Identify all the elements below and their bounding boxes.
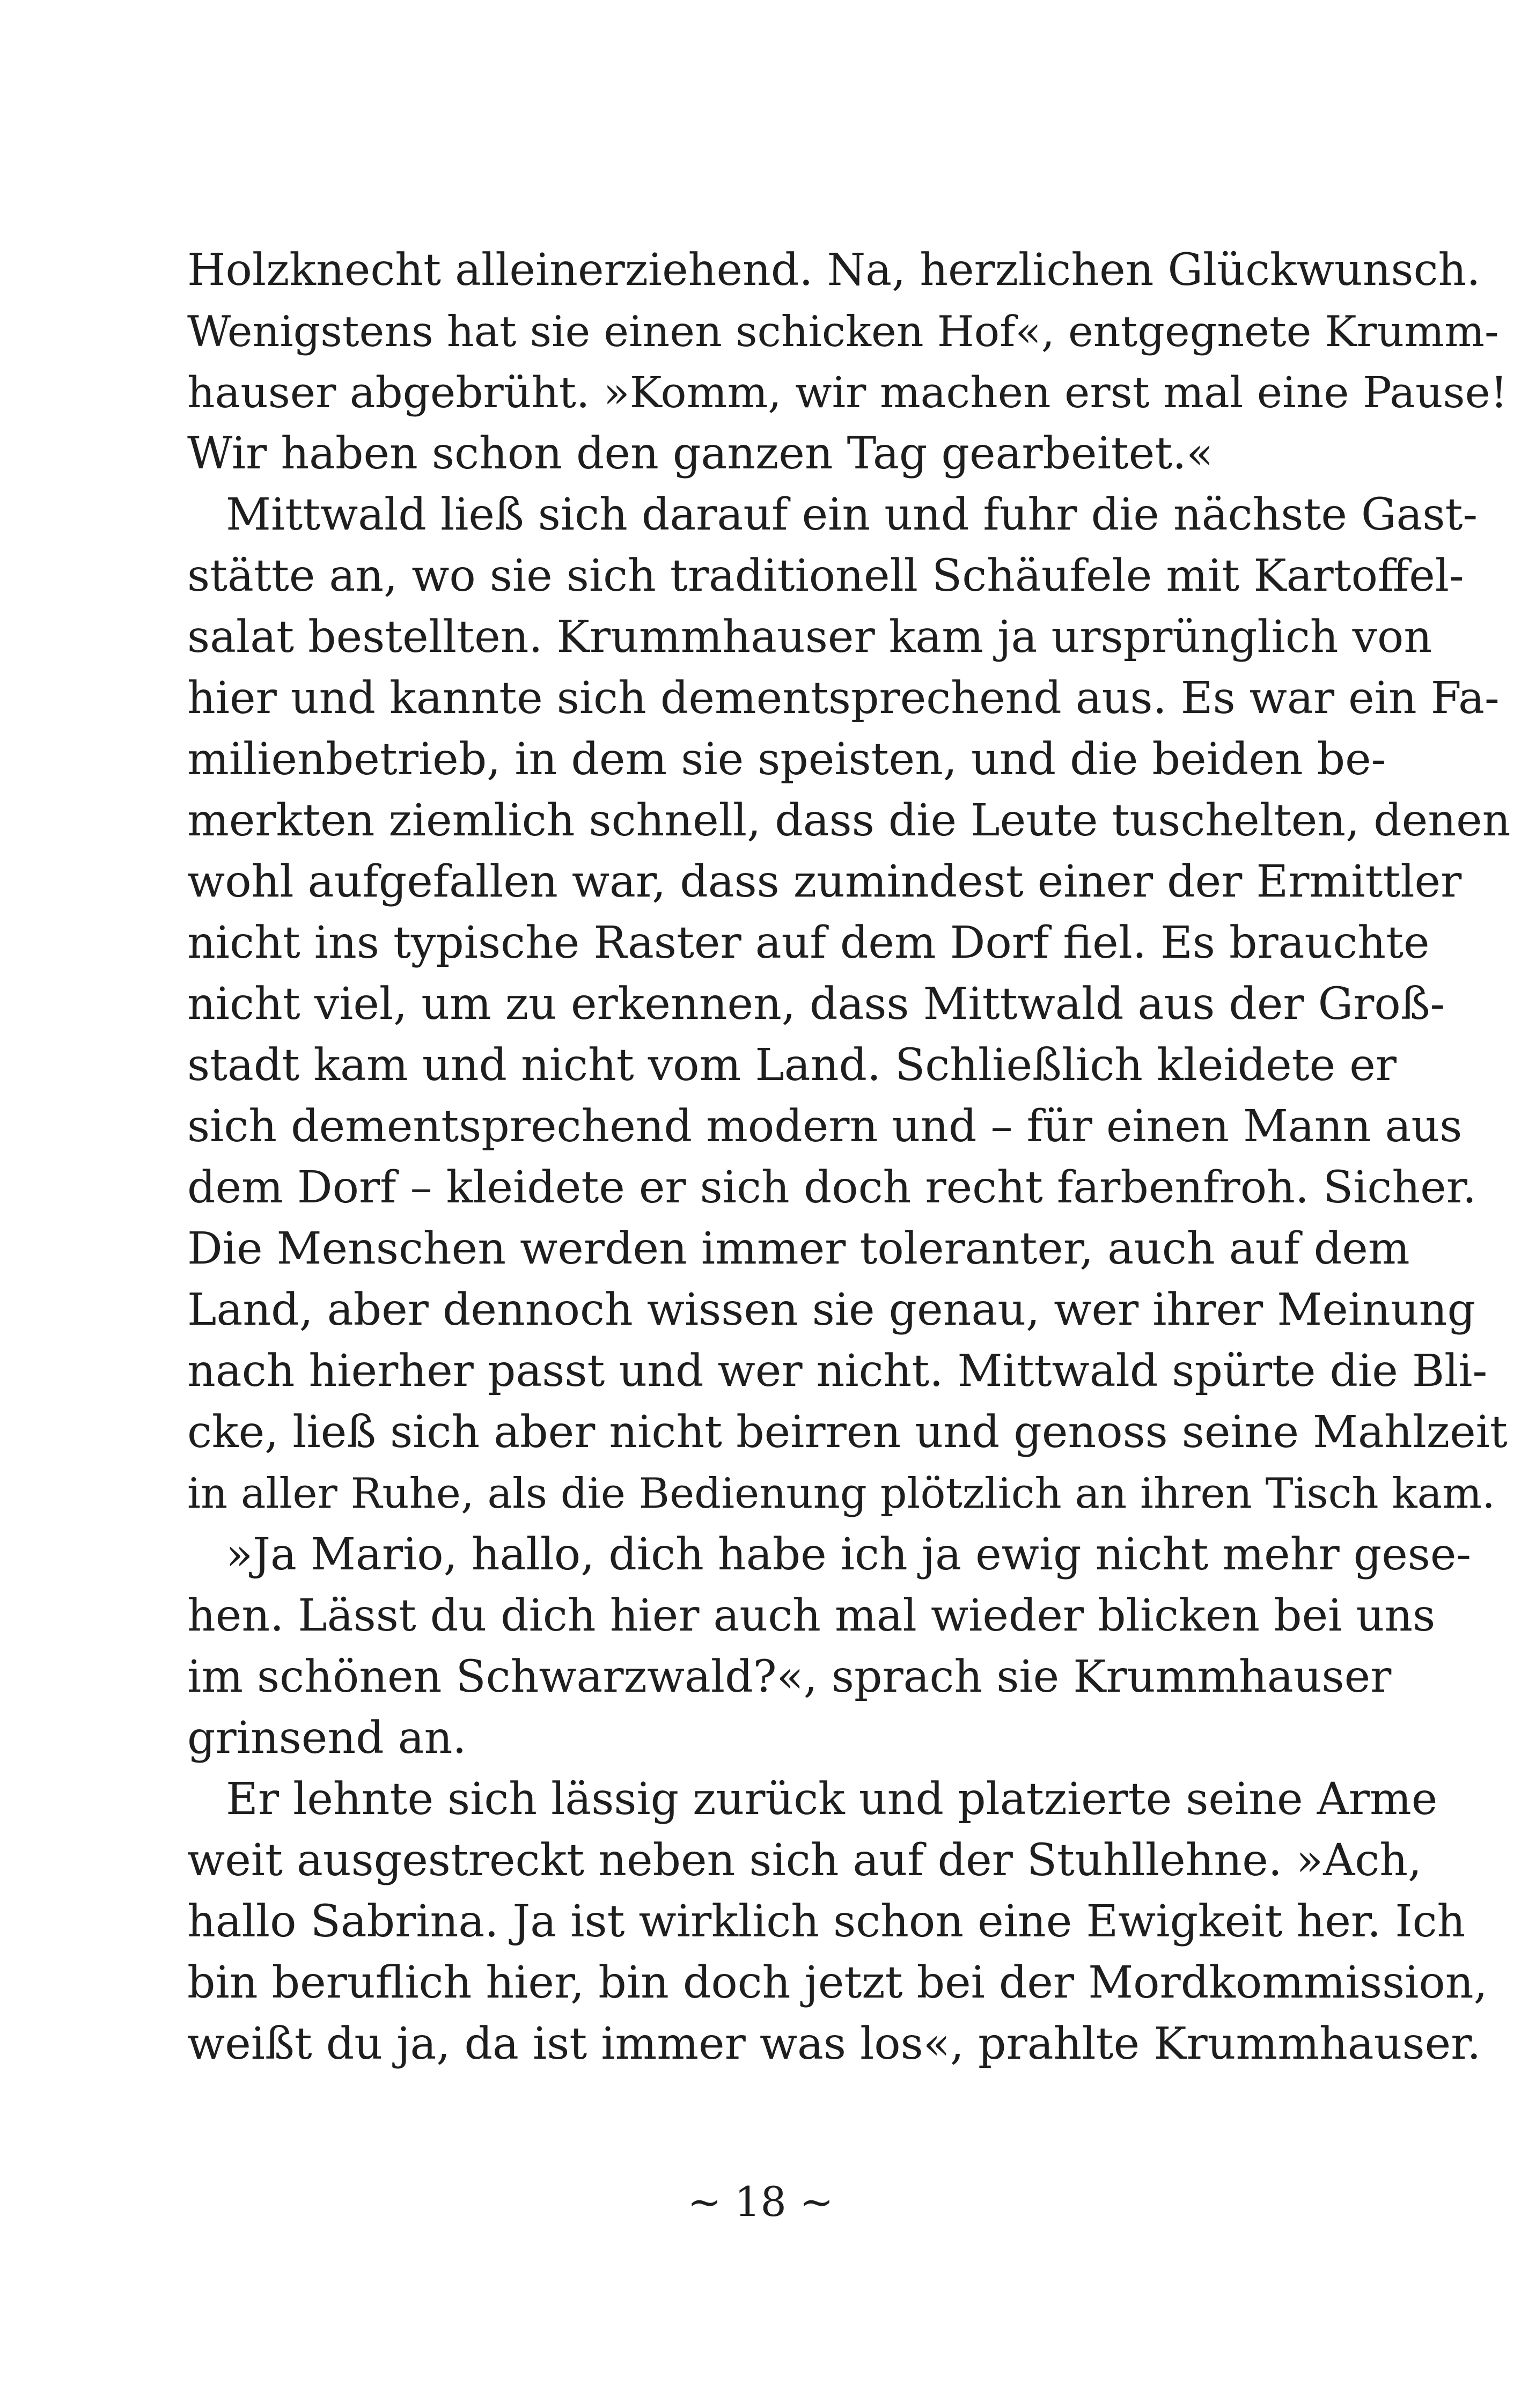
text-line: weißt du ja, da ist immer was los«, prahlte Krummhauser. <box>187 2018 1481 2069</box>
text-line: Wenigstens hat sie einen schicken Hof«, entgegnete Krumm- <box>187 307 1499 356</box>
text-line: stätte an, wo sie sich traditionell Schäufele mit Kartoffel- <box>187 550 1464 601</box>
paragraph-first-line: »Ja Mario, hallo, dich habe ich ja ewig nicht mehr gese- <box>226 1529 1472 1580</box>
text-line: nicht ins typische Raster auf dem Dorf fiel. Es brauchte <box>187 917 1430 968</box>
text-line: nach hierher passt und wer nicht. Mittwald spürte die Bli- <box>187 1346 1488 1397</box>
text-line: hier und kannte sich dementsprechend aus. Es war ein Fa- <box>187 673 1500 724</box>
text-line: hallo Sabrina. Ja ist wirklich schon eine Ewigkeit her. Ich <box>187 1896 1466 1947</box>
text-line: merkten ziemlich schnell, dass die Leute tuschelten, denen <box>187 795 1511 846</box>
paragraph-first-line: Mittwald ließ sich darauf ein und fuhr die nächste Gast- <box>226 489 1478 540</box>
text-line: stadt kam und nicht vom Land. Schließlich kleidete er <box>187 1040 1397 1091</box>
text-line: salat bestellten. Krummhauser kam ja ursprünglich von <box>187 612 1432 663</box>
text-line: hauser abgebrüht. »Komm, wir machen erst mal eine Pause! <box>187 368 1508 417</box>
text-line: grinsend an. <box>187 1713 467 1764</box>
text-line: wohl aufgefallen war, dass zumindest einer der Ermittler <box>187 856 1462 907</box>
text-line: milienbetrieb, in dem sie speisten, und die beiden be- <box>187 734 1386 785</box>
text-line: dem Dorf – kleidete er sich doch recht farbenfroh. Sicher. <box>187 1162 1476 1213</box>
text-line: Land, aber dennoch wissen sie genau, wer ihrer Meinung <box>187 1284 1475 1335</box>
text-line: Wir haben schon den ganzen Tag gearbeitet.« <box>187 428 1214 479</box>
text-line: sich dementsprechend modern und – für einen Mann aus <box>187 1101 1463 1152</box>
text-line: nicht viel, um zu erkennen, dass Mittwald aus der Groß- <box>187 979 1445 1030</box>
text-line: Holzknecht alleinerziehend. Na, herzlichen Glückwunsch. <box>187 245 1481 296</box>
text-line: bin beruflich hier, bin doch jetzt bei der Mordkommission, <box>187 1957 1488 2008</box>
text-line: im schönen Schwarzwald?«, sprach sie Krummhauser <box>187 1651 1392 1702</box>
text-line: weit ausgestreckt neben sich auf der Stuhllehne. »Ach, <box>187 1835 1422 1886</box>
text-line: cke, ließ sich aber nicht beirren und genoss seine Mahlzeit <box>187 1407 1508 1458</box>
text-line: in aller Ruhe, als die Bedienung plötzlich an ihren Tisch kam. <box>187 1470 1495 1518</box>
page-number: ~ 18 ~ <box>687 2178 834 2226</box>
text-line: hen. Lässt du dich hier auch mal wieder blicken bei uns <box>187 1590 1436 1641</box>
text-line: Die Menschen werden immer toleranter, auch auf dem <box>187 1223 1410 1274</box>
paragraph-first-line: Er lehnte sich lässig zurück und platzierte seine Arme <box>226 1774 1438 1825</box>
